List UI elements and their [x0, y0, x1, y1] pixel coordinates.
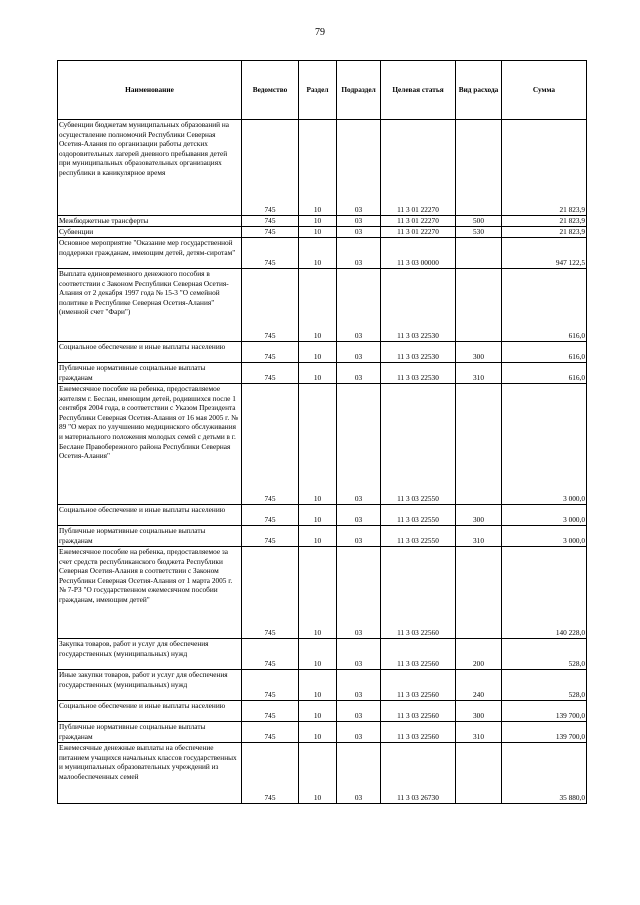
cell-amount: 3 000,0	[502, 505, 587, 526]
cell-section: 10	[299, 363, 337, 384]
cell-target-article: 11 3 01 22270	[381, 120, 456, 216]
cell-section: 10	[299, 238, 337, 269]
table-row	[58, 743, 587, 804]
cell-amount: 3 000,0	[502, 384, 587, 505]
cell-amount: 528,0	[502, 670, 587, 701]
cell-section: 10	[299, 120, 337, 216]
cell-name: Выплата единовременного денежного пособия в соответствии с Законом Республики Северная Осетия-Алания от 2 декабря 1997 года № 15-3 "О семейной политике в Республике Северная Осетия-Алания" (именной счет "Фари")	[58, 269, 242, 342]
cell-section: 10	[299, 526, 337, 547]
cell-target-article: 11 3 01 22270	[381, 227, 456, 238]
cell-subsection: 03	[337, 227, 381, 238]
cell-name: Публичные нормативные социальные выплаты гражданам	[58, 526, 242, 547]
cell-section: 10	[299, 547, 337, 639]
cell-section: 10	[299, 639, 337, 670]
cell-expense-type: 300	[456, 701, 502, 722]
header-target-article: Целевая статья	[381, 61, 456, 120]
cell-expense-type: 200	[456, 639, 502, 670]
cell-name: Основное мероприятие "Оказание мер государственной поддержки гражданам, имеющим детей, детям-сиротам"	[58, 238, 242, 269]
table-row	[58, 505, 587, 526]
cell-target-article: 11 3 03 22530	[381, 342, 456, 363]
header-subsection: Подраздел	[337, 61, 381, 120]
table-row	[58, 722, 587, 743]
cell-subsection: 03	[337, 670, 381, 701]
cell-expense-type: 530	[456, 227, 502, 238]
table-row	[58, 342, 587, 363]
table-row	[58, 639, 587, 670]
cell-target-article: 11 3 01 22270	[381, 216, 456, 227]
cell-department: 745	[242, 227, 299, 238]
cell-name: Субвенции бюджетам муниципальных образований на осуществление полномочий Республики Северная Осетия-Алания по организации работы детских оздоровительных лагерей дневного пребывания детей при муниципальных образовательных организациях республики в каникулярное время	[58, 120, 242, 216]
cell-expense-type	[456, 384, 502, 505]
cell-department: 745	[242, 363, 299, 384]
cell-department: 745	[242, 743, 299, 804]
cell-section: 10	[299, 227, 337, 238]
cell-subsection: 03	[337, 547, 381, 639]
cell-expense-type: 240	[456, 670, 502, 701]
cell-amount: 21 823,9	[502, 227, 587, 238]
cell-section: 10	[299, 342, 337, 363]
cell-department: 745	[242, 670, 299, 701]
cell-subsection: 03	[337, 363, 381, 384]
cell-subsection: 03	[337, 238, 381, 269]
cell-department: 745	[242, 384, 299, 505]
cell-expense-type: 310	[456, 722, 502, 743]
cell-name: Ежемесячное пособие на ребенка, предоставляемое жителям г. Беслан, имеющим детей, родившихся после 1 сентября 2004 года, в соответствии с Указом Президента Республики Северная Осетия-Алания от 16 мая 2005 г. № 89 "О мерах по улучшению медицинского обслуживания и материального положения молодых семей с детьми в г. Беслане Правобережного района Республики Северная Осетия-Алания"	[58, 384, 242, 505]
cell-section: 10	[299, 216, 337, 227]
cell-department: 745	[242, 701, 299, 722]
cell-name: Субвенции	[58, 227, 242, 238]
cell-target-article: 11 3 03 22550	[381, 526, 456, 547]
cell-expense-type: 300	[456, 505, 502, 526]
table-row	[58, 269, 587, 342]
cell-target-article: 11 3 03 22560	[381, 547, 456, 639]
cell-amount: 616,0	[502, 363, 587, 384]
table-row	[58, 120, 587, 216]
cell-target-article: 11 3 03 22550	[381, 384, 456, 505]
cell-department: 745	[242, 547, 299, 639]
cell-expense-type: 310	[456, 526, 502, 547]
cell-department: 745	[242, 505, 299, 526]
header-name: Наименование	[58, 61, 242, 120]
cell-target-article: 11 3 03 22560	[381, 670, 456, 701]
table-row	[58, 526, 587, 547]
cell-section: 10	[299, 269, 337, 342]
table-header-row	[58, 61, 587, 120]
cell-amount: 139 700,0	[502, 701, 587, 722]
cell-expense-type	[456, 238, 502, 269]
cell-subsection: 03	[337, 743, 381, 804]
cell-expense-type	[456, 547, 502, 639]
cell-department: 745	[242, 238, 299, 269]
cell-subsection: 03	[337, 639, 381, 670]
cell-expense-type: 300	[456, 342, 502, 363]
cell-name: Публичные нормативные социальные выплаты гражданам	[58, 363, 242, 384]
cell-department: 745	[242, 526, 299, 547]
cell-target-article: 11 3 03 22560	[381, 722, 456, 743]
header-amount: Сумма	[502, 61, 587, 120]
header-department: Ведомство	[242, 61, 299, 120]
cell-subsection: 03	[337, 722, 381, 743]
table-row	[58, 227, 587, 238]
cell-subsection: 03	[337, 269, 381, 342]
cell-department: 745	[242, 216, 299, 227]
cell-subsection: 03	[337, 120, 381, 216]
cell-subsection: 03	[337, 384, 381, 505]
cell-section: 10	[299, 505, 337, 526]
budget-table	[57, 60, 587, 804]
cell-name: Иные закупки товаров, работ и услуг для обеспечения государственных (муниципальных) нужд	[58, 670, 242, 701]
cell-subsection: 03	[337, 505, 381, 526]
cell-expense-type: 500	[456, 216, 502, 227]
cell-section: 10	[299, 670, 337, 701]
cell-subsection: 03	[337, 526, 381, 547]
cell-section: 10	[299, 701, 337, 722]
cell-amount: 21 823,9	[502, 216, 587, 227]
cell-target-article: 11 3 03 22560	[381, 639, 456, 670]
cell-name: Ежемесячное пособие на ребенка, предоставляемое за счет средств республиканского бюджета Республики Северная Осетия-Алания в соответствии с Законом Республики Северная Осетия-Алания от 1 марта 2005 г. № 7-РЗ "О государственном ежемесячном пособии гражданам, имеющим детей"	[58, 547, 242, 639]
cell-target-article: 11 3 03 22550	[381, 505, 456, 526]
cell-amount: 21 823,9	[502, 120, 587, 216]
header-section: Раздел	[299, 61, 337, 120]
table-row	[58, 216, 587, 227]
cell-target-article: 11 3 03 22530	[381, 363, 456, 384]
cell-section: 10	[299, 722, 337, 743]
cell-amount: 35 880,0	[502, 743, 587, 804]
cell-department: 745	[242, 120, 299, 216]
header-expense-type: Вид расхода	[456, 61, 502, 120]
table-row	[58, 363, 587, 384]
cell-subsection: 03	[337, 701, 381, 722]
cell-amount: 616,0	[502, 269, 587, 342]
cell-target-article: 11 3 03 22560	[381, 701, 456, 722]
table-row	[58, 547, 587, 639]
cell-target-article: 11 3 03 26730	[381, 743, 456, 804]
table-row	[58, 670, 587, 701]
cell-department: 745	[242, 722, 299, 743]
cell-section: 10	[299, 743, 337, 804]
cell-name: Публичные нормативные социальные выплаты гражданам	[58, 722, 242, 743]
cell-subsection: 03	[337, 216, 381, 227]
cell-subsection: 03	[337, 342, 381, 363]
cell-amount: 616,0	[502, 342, 587, 363]
cell-target-article: 11 3 03 00000	[381, 238, 456, 269]
page-number: 79	[315, 27, 325, 38]
table-row	[58, 238, 587, 269]
cell-department: 745	[242, 269, 299, 342]
cell-name: Социальное обеспечение и иные выплаты населению	[58, 701, 242, 722]
cell-expense-type	[456, 120, 502, 216]
cell-amount: 528,0	[502, 639, 587, 670]
cell-amount: 140 228,0	[502, 547, 587, 639]
cell-expense-type	[456, 743, 502, 804]
cell-expense-type	[456, 269, 502, 342]
cell-department: 745	[242, 639, 299, 670]
cell-expense-type: 310	[456, 363, 502, 384]
table-row	[58, 384, 587, 505]
cell-name: Закупка товаров, работ и услуг для обеспечения государственных (муниципальных) нужд	[58, 639, 242, 670]
cell-name: Социальное обеспечение и иные выплаты населению	[58, 342, 242, 363]
cell-amount: 947 122,5	[502, 238, 587, 269]
cell-section: 10	[299, 384, 337, 505]
cell-amount: 139 700,0	[502, 722, 587, 743]
cell-name: Межбюджетные трансферты	[58, 216, 242, 227]
cell-amount: 3 000,0	[502, 526, 587, 547]
cell-name: Ежемесячные денежные выплаты на обеспечение питанием учащихся начальных классов государственных и муниципальных образовательных учреждений из малообеспеченных семей	[58, 743, 242, 804]
cell-target-article: 11 3 03 22530	[381, 269, 456, 342]
table-row	[58, 701, 587, 722]
cell-department: 745	[242, 342, 299, 363]
cell-name: Социальное обеспечение и иные выплаты населению	[58, 505, 242, 526]
